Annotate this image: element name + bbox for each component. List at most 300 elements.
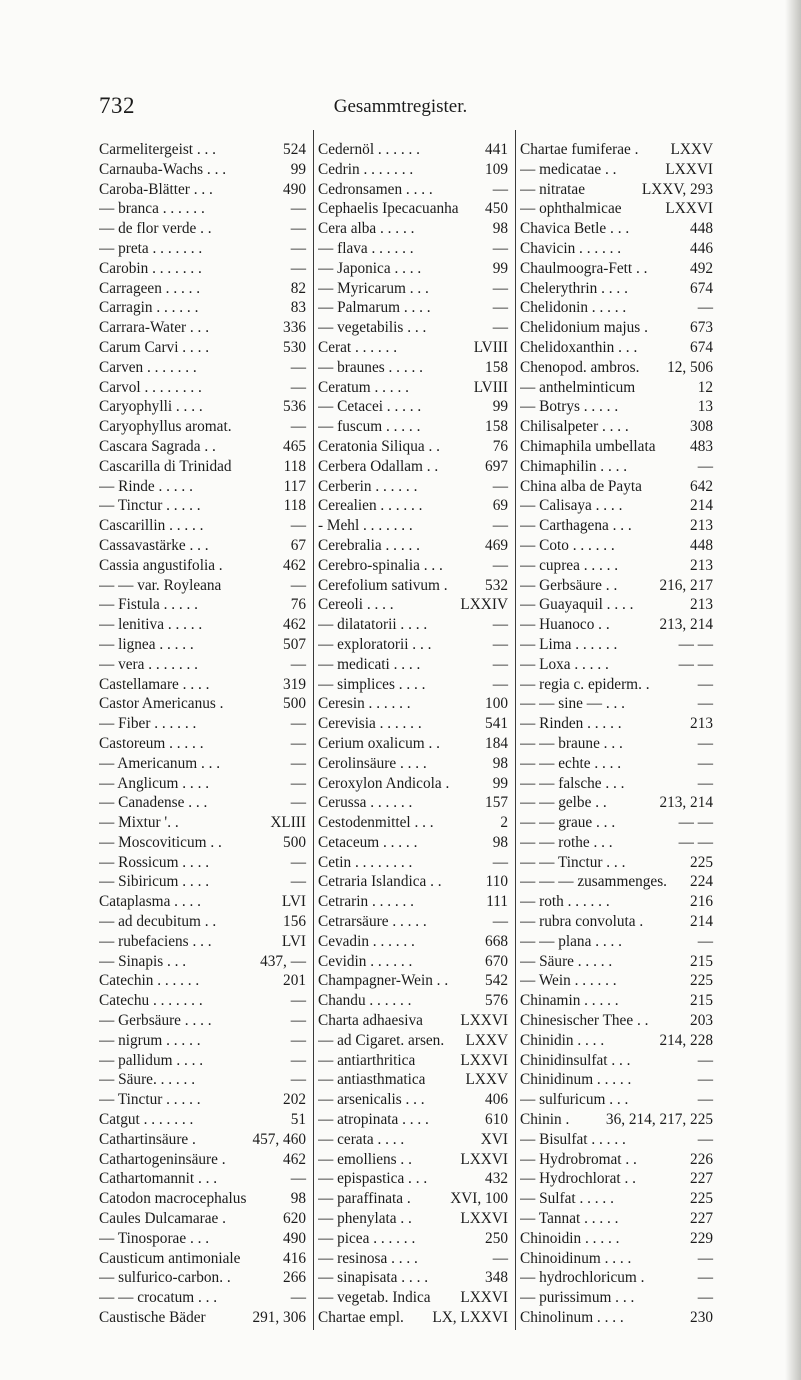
index-entry: [99, 1268, 306, 1288]
entry-page-ref: LXXVI: [460, 1150, 508, 1168]
index-entry: [520, 160, 713, 180]
entry-term: Cedernöl . . . . . .: [318, 141, 420, 158]
entry-page-ref: —: [492, 517, 508, 535]
index-entry: [520, 536, 713, 556]
entry-page-ref: LXXVI: [460, 1210, 508, 1228]
entry-page-ref: —: [697, 1289, 713, 1307]
entry-page-ref: 51: [290, 1111, 306, 1129]
index-entry: [99, 298, 306, 318]
entry-term: Chilisalpeter . . . .: [520, 418, 629, 436]
entry-page-ref: —: [290, 576, 306, 594]
index-entry: [99, 1110, 306, 1130]
entry-page-ref: —: [492, 279, 508, 297]
entry-term: - Mehl . . . . . . .: [318, 517, 413, 535]
entry-term: Chartae empl.: [318, 1309, 404, 1327]
entry-page-ref: —: [290, 655, 306, 673]
index-entry: [99, 199, 306, 219]
entry-page-ref: XLIII: [270, 814, 306, 832]
index-entry: [318, 219, 508, 239]
entry-page-ref: —: [290, 220, 306, 238]
entry-page-ref: 98: [492, 220, 508, 238]
entry-term: Cerolinsäure . . . .: [318, 754, 427, 772]
index-entry: [520, 556, 713, 576]
entry-term: Cetrarin . . . . . .: [318, 893, 415, 911]
entry-term: Cera alba . . . . .: [318, 220, 415, 238]
entry-page-ref: —: [492, 616, 508, 634]
entry-term: — ophthalmicae: [520, 200, 622, 218]
index-entry: [318, 140, 508, 160]
entry-term: Cathartogeninsäure .: [99, 1150, 226, 1168]
entry-term: Catechu . . . . . . .: [99, 992, 203, 1010]
index-entry: [318, 1130, 508, 1150]
entry-page-ref: LXXVI: [460, 1012, 508, 1030]
index-entry: [318, 1209, 508, 1229]
entry-page-ref: XVI, 100: [450, 1190, 508, 1208]
entry-page-ref: 226: [690, 1150, 713, 1168]
index-entry: [318, 1189, 508, 1209]
entry-page-ref: —: [492, 913, 508, 931]
entry-term: Cephaelis Ipecacuanha: [318, 200, 459, 218]
index-entry: [99, 754, 306, 774]
entry-page-ref: 348: [485, 1269, 508, 1287]
entry-term: — Fistula . . . . .: [99, 596, 199, 614]
index-entry: [318, 694, 508, 714]
index-entry: [318, 952, 508, 972]
entry-term: — Sibiricum . . . .: [99, 873, 210, 891]
entry-page-ref: —: [290, 517, 306, 535]
entry-page-ref: 450: [485, 200, 508, 218]
entry-page-ref: 469: [485, 536, 508, 554]
index-entry: [99, 615, 306, 635]
index-entry: [318, 635, 508, 655]
entry-term: — — falsche . . .: [520, 774, 625, 792]
entry-term: — emolliens . .: [318, 1150, 412, 1168]
entry-page-ref: 184: [485, 734, 508, 752]
entry-term: — paraffinata .: [318, 1190, 411, 1208]
index-entry: [318, 853, 508, 873]
entry-page-ref: 156: [283, 913, 306, 931]
entry-term: — fuscum . . . . .: [318, 418, 421, 436]
entry-page-ref: — —: [678, 655, 713, 673]
entry-page-ref: 216: [690, 893, 713, 911]
entry-term: — phenylata . .: [318, 1210, 412, 1228]
entry-page-ref: 215: [690, 992, 713, 1010]
index-entry: [318, 1011, 508, 1031]
entry-page-ref: — —: [678, 833, 713, 851]
entry-term: — atropinata . . . .: [318, 1111, 429, 1129]
entry-page-ref: 446: [690, 239, 713, 257]
index-entry: [318, 516, 508, 536]
entry-term: Caryophylli . . . .: [99, 398, 203, 416]
index-entry: [99, 1288, 306, 1308]
entry-term: Caroba-Blätter . . .: [99, 180, 213, 198]
index-entry: [99, 556, 306, 576]
entry-term: Cereoli . . . .: [318, 596, 394, 614]
index-entry: [520, 1031, 713, 1051]
entry-term: Champagner-Wein . .: [318, 972, 449, 990]
index-entry: [99, 1308, 306, 1328]
entry-page-ref: 462: [283, 1150, 306, 1168]
entry-term: Cevadin . . . . . .: [318, 932, 415, 950]
entry-page-ref: 437, —: [260, 952, 306, 970]
index-entry: [520, 318, 713, 338]
entry-page-ref: 610: [485, 1111, 508, 1129]
entry-term: — Calisaya . . . .: [520, 497, 623, 515]
entry-term: Carobin . . . . . . .: [99, 259, 202, 277]
entry-page-ref: 490: [283, 1229, 306, 1247]
entry-term: — preta . . . . . . .: [99, 239, 203, 257]
entry-page-ref: —: [697, 1071, 713, 1089]
index-entry: [520, 1209, 713, 1229]
entry-term: Cassavastärke . . .: [99, 536, 209, 554]
entry-term: China alba de Payta: [520, 477, 642, 495]
index-entry: [99, 991, 306, 1011]
entry-term: — flava . . . . . .: [318, 239, 414, 257]
index-entry: [318, 1308, 508, 1328]
entry-term: — simplices . . . .: [318, 675, 426, 693]
entry-page-ref: 2: [500, 814, 508, 832]
entry-term: — vera . . . . . . .: [99, 655, 198, 673]
index-entry: [520, 615, 713, 635]
index-entry: [318, 615, 508, 635]
entry-page-ref: 462: [283, 556, 306, 574]
entry-page-ref: 674: [690, 279, 713, 297]
entry-page-ref: —: [697, 457, 713, 475]
entry-page-ref: 157: [485, 794, 508, 812]
index-entry: [318, 239, 508, 259]
index-entry: [99, 853, 306, 873]
index-entry: [520, 1288, 713, 1308]
index-entry: [520, 912, 713, 932]
index-entry: [520, 892, 713, 912]
index-entry: [99, 833, 306, 853]
index-entry: [520, 437, 713, 457]
entry-term: — Cetacei . . . . .: [318, 398, 422, 416]
entry-term: Cedrin . . . . . . .: [318, 160, 414, 178]
index-entry: [318, 417, 508, 437]
entry-page-ref: 673: [690, 319, 713, 337]
entry-page-ref: 216, 217: [659, 576, 713, 594]
entry-page-ref: 98: [492, 833, 508, 851]
index-entry: [520, 219, 713, 239]
index-entry: [520, 754, 713, 774]
index-entry: [520, 991, 713, 1011]
entry-term: — Tannat . . . . .: [520, 1210, 619, 1228]
entry-term: Cascarilla di Trinidad: [99, 457, 232, 475]
index-entry: [520, 259, 713, 279]
index-entry: [520, 378, 713, 398]
index-columns: [99, 140, 715, 1330]
entry-page-ref: — —: [678, 814, 713, 832]
entry-term: — Anglicum . . . .: [99, 774, 210, 792]
index-entry: [520, 675, 713, 695]
entry-page-ref: 36, 214, 217, 225: [605, 1111, 713, 1129]
entry-term: Cerat . . . . . .: [318, 338, 398, 356]
index-entry: [318, 318, 508, 338]
index-entry: [520, 853, 713, 873]
index-entry: [99, 457, 306, 477]
entry-page-ref: 308: [690, 418, 713, 436]
entry-term: — branca . . . . . .: [99, 200, 205, 218]
entry-term: — medicati . . . .: [318, 655, 421, 673]
index-entry: [520, 1110, 713, 1130]
index-entry: [318, 437, 508, 457]
index-entry: [520, 1249, 713, 1269]
entry-term: Cerebro-spinalia . . .: [318, 556, 443, 574]
entry-page-ref: —: [697, 774, 713, 792]
entry-page-ref: 99: [492, 774, 508, 792]
entry-page-ref: —: [697, 299, 713, 317]
index-entry: [520, 694, 713, 714]
index-entry: [99, 239, 306, 259]
entry-page-ref: 69: [492, 497, 508, 515]
entry-term: — Coto . . . . . .: [520, 536, 615, 554]
index-entry: [520, 1130, 713, 1150]
entry-term: — Rinde . . . . .: [99, 477, 193, 495]
index-entry: [520, 338, 713, 358]
entry-page-ref: 507: [283, 635, 306, 653]
entry-page-ref: 530: [283, 338, 306, 356]
entry-term: — Wein . . . . . .: [520, 972, 617, 990]
index-entry: [520, 199, 713, 219]
index-entry: [520, 1150, 713, 1170]
entry-page-ref: —: [697, 1269, 713, 1287]
entry-term: Catechin . . . . . .: [99, 972, 200, 990]
entry-term: — de flor verde . .: [99, 220, 212, 238]
index-entry: [99, 595, 306, 615]
index-entry: [99, 655, 306, 675]
index-entry: [318, 1031, 508, 1051]
entry-term: Castor Americanus .: [99, 695, 224, 713]
entry-term: — Sinapis . . .: [99, 952, 187, 970]
entry-page-ref: 336: [283, 319, 306, 337]
entry-term: Cetaceum . . . . .: [318, 833, 418, 851]
entry-term: — Myricarum . . .: [318, 279, 429, 297]
index-entry: [99, 358, 306, 378]
scan-edge-shadow: [785, 0, 801, 1380]
entry-term: — rubra convoluta .: [520, 913, 644, 931]
index-column-2: [318, 140, 508, 1328]
entry-term: Chelidonium majus .: [520, 319, 648, 337]
entry-page-ref: 227: [690, 1210, 713, 1228]
index-entry: [99, 872, 306, 892]
index-entry: [520, 140, 713, 160]
entry-term: — — sine — . . .: [520, 695, 625, 713]
entry-term: Chinin .: [520, 1111, 570, 1129]
index-entry: [99, 437, 306, 457]
entry-page-ref: 118: [283, 457, 306, 475]
index-entry: [520, 1229, 713, 1249]
entry-term: — epispastica . . .: [318, 1170, 428, 1188]
entry-term: Cataplasma . . . .: [99, 893, 201, 911]
entry-page-ref: —: [290, 358, 306, 376]
entry-page-ref: —: [290, 873, 306, 891]
index-entry: [318, 279, 508, 299]
entry-term: Cerealien . . . . . .: [318, 497, 423, 515]
entry-term: — — crocatum . . .: [99, 1289, 218, 1307]
entry-page-ref: LVI: [281, 893, 306, 911]
entry-page-ref: 500: [283, 833, 306, 851]
entry-term: Castellamare . . . .: [99, 675, 210, 693]
entry-page-ref: —: [290, 715, 306, 733]
entry-page-ref: 524: [283, 141, 306, 158]
entry-term: — Lima . . . . . .: [520, 635, 618, 653]
index-entry: [520, 1308, 713, 1328]
index-entry: [318, 536, 508, 556]
entry-page-ref: 213: [690, 715, 713, 733]
entry-term: — ad decubitum . .: [99, 913, 217, 931]
entry-term: — dilatatorii . . . .: [318, 616, 428, 634]
index-entry: [99, 1150, 306, 1170]
entry-term: — Gerbsäure . . . .: [99, 1012, 212, 1030]
entry-page-ref: —: [492, 239, 508, 257]
entry-page-ref: —: [697, 932, 713, 950]
index-entry: [318, 397, 508, 417]
index-entry: [520, 734, 713, 754]
entry-page-ref: 12, 506: [667, 358, 713, 376]
entry-page-ref: 76: [290, 596, 306, 614]
entry-page-ref: 202: [283, 1091, 306, 1109]
index-entry: [99, 496, 306, 516]
entry-term: Cathartinsäure .: [99, 1130, 196, 1148]
index-entry: [520, 872, 713, 892]
entry-page-ref: —: [697, 1130, 713, 1148]
entry-term: Chaulmoogra-Fett . .: [520, 259, 648, 277]
entry-term: — — echte . . . .: [520, 754, 622, 772]
entry-page-ref: 98: [492, 754, 508, 772]
index-entry: [520, 576, 713, 596]
entry-page-ref: 213: [690, 596, 713, 614]
entry-term: — lignea . . . . .: [99, 635, 194, 653]
index-entry: [318, 358, 508, 378]
entry-page-ref: —: [697, 754, 713, 772]
entry-term: — — Tinctur . . .: [520, 853, 626, 871]
index-entry: [99, 774, 306, 794]
entry-page-ref: 99: [290, 160, 306, 178]
entry-term: — roth . . . . . .: [520, 893, 610, 911]
entry-page-ref: LX, LXXVI: [432, 1309, 508, 1327]
index-entry: [318, 675, 508, 695]
entry-page-ref: LXXV: [465, 1031, 508, 1049]
entry-page-ref: 110: [485, 873, 508, 891]
entry-page-ref: —: [492, 655, 508, 673]
entry-term: — vegetab. Indica: [318, 1289, 431, 1307]
entry-term: Cascarillin . . . . .: [99, 517, 204, 535]
index-entry: [520, 655, 713, 675]
entry-page-ref: 214, 228: [659, 1031, 713, 1049]
index-entry: [520, 239, 713, 259]
index-entry: [318, 1110, 508, 1130]
entry-page-ref: 406: [485, 1091, 508, 1109]
index-entry: [99, 675, 306, 695]
index-entry: [99, 694, 306, 714]
index-entry: [99, 1249, 306, 1269]
index-entry: [318, 1169, 508, 1189]
entry-term: — resinosa . . . .: [318, 1249, 418, 1267]
entry-page-ref: 201: [283, 972, 306, 990]
entry-term: Carrara-Water . . .: [99, 319, 210, 337]
entry-page-ref: 225: [690, 853, 713, 871]
index-entry: [99, 813, 306, 833]
entry-term: Carum Carvi . . . .: [99, 338, 210, 356]
entry-term: — cerata . . . .: [318, 1130, 405, 1148]
entry-term: — vegetabilis . . .: [318, 319, 427, 337]
index-entry: [318, 199, 508, 219]
index-entry: [520, 595, 713, 615]
index-entry: [318, 872, 508, 892]
entry-term: — exploratorii . . .: [318, 635, 432, 653]
entry-term: — medicatae . .: [520, 160, 617, 178]
index-entry: [520, 1268, 713, 1288]
entry-page-ref: 83: [290, 299, 306, 317]
index-entry: [318, 813, 508, 833]
entry-term: Chelidonin . . . . .: [520, 299, 627, 317]
entry-term: Cetin . . . . . . . .: [318, 853, 413, 871]
index-entry: [520, 457, 713, 477]
entry-term: Chimaphila umbellata: [520, 437, 656, 455]
entry-term: Cestodenmittel . . .: [318, 814, 434, 832]
index-entry: [318, 1051, 508, 1071]
entry-page-ref: —: [290, 1031, 306, 1049]
entry-term: Cerbera Odallam . .: [318, 457, 439, 475]
index-entry: [318, 298, 508, 318]
entry-page-ref: 99: [492, 398, 508, 416]
entry-term: Chelerythrin . . . .: [520, 279, 628, 297]
index-entry: [99, 635, 306, 655]
entry-term: Chinolinum . . . .: [520, 1309, 624, 1327]
index-entry: [520, 397, 713, 417]
entry-term: Chimaphilin . . . .: [520, 457, 628, 475]
entry-page-ref: —: [697, 1249, 713, 1267]
entry-term: — sinapisata . . . .: [318, 1269, 429, 1287]
index-entry: [520, 298, 713, 318]
entry-page-ref: 448: [690, 220, 713, 238]
index-entry: [318, 714, 508, 734]
entry-page-ref: 230: [690, 1309, 713, 1327]
entry-page-ref: 224: [690, 873, 713, 891]
entry-page-ref: —: [290, 1170, 306, 1188]
index-entry: [318, 892, 508, 912]
entry-page-ref: 416: [283, 1249, 306, 1267]
entry-page-ref: 98: [290, 1190, 306, 1208]
index-entry: [520, 932, 713, 952]
entry-page-ref: LVIII: [473, 378, 508, 396]
entry-page-ref: LVIII: [473, 338, 508, 356]
entry-term: — lenitiva . . . . .: [99, 616, 203, 634]
index-entry: [99, 259, 306, 279]
entry-term: — rubefaciens . . .: [99, 932, 212, 950]
entry-page-ref: LVI: [281, 932, 306, 950]
entry-term: Cerebralia . . . . .: [318, 536, 420, 554]
entry-term: Carrageen . . . . .: [99, 279, 201, 297]
entry-page-ref: 203: [690, 1012, 713, 1030]
entry-page-ref: 229: [690, 1229, 713, 1247]
index-entry: [520, 1090, 713, 1110]
entry-term: — Tinctur . . . . .: [99, 497, 201, 515]
entry-term: — — gelbe . .: [520, 794, 607, 812]
index-entry: [99, 1189, 306, 1209]
index-entry: [99, 417, 306, 437]
entry-page-ref: —: [697, 695, 713, 713]
entry-term: Cetrarsäure . . . . .: [318, 913, 427, 931]
entry-term: Charta adhaesiva: [318, 1012, 423, 1030]
index-entry: [99, 1130, 306, 1150]
index-entry: [99, 477, 306, 497]
entry-term: Caustische Bäder: [99, 1309, 206, 1327]
entry-term: — nigrum . . . . .: [99, 1031, 201, 1049]
entry-page-ref: 448: [690, 536, 713, 554]
entry-term: Carnauba-Wachs . . .: [99, 160, 227, 178]
